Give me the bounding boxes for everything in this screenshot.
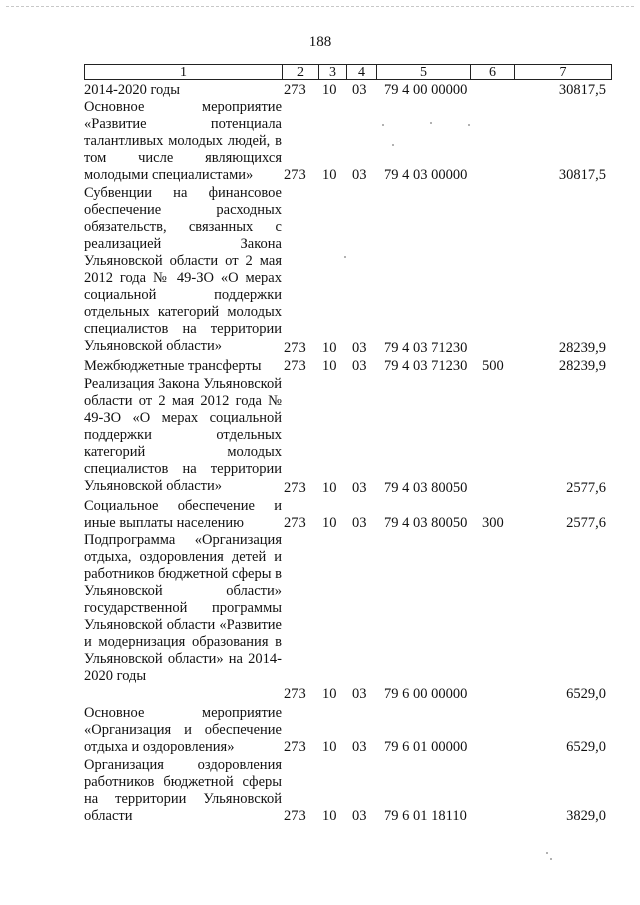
row-col-5: 79 4 03 00000 bbox=[384, 167, 468, 183]
header-col-6: 6 bbox=[470, 64, 514, 80]
row-col-4: 03 bbox=[352, 686, 367, 702]
row-col-5: 79 6 01 00000 bbox=[384, 739, 468, 755]
header-col-5: 5 bbox=[376, 64, 470, 80]
header-col-7: 7 bbox=[514, 64, 612, 80]
row-col-4: 03 bbox=[352, 167, 367, 183]
row-description: Основное мероприятие «Развитие потенциала талантливых молодых людей, в том числе являющихся молодыми специалистами» bbox=[84, 99, 282, 183]
scan-border-line bbox=[6, 6, 634, 7]
row-description: Подпрограмма «Организация отдыха, оздоровления детей и работников бюджетной сферы в Ульяновской области» государственной программы Ульяновской области «Развитие и модернизация образования в Ульяновской области» на 2014-2020 годы bbox=[84, 532, 282, 684]
row-col-6: 300 bbox=[482, 515, 504, 531]
row-description: 2014-2020 годы bbox=[84, 82, 180, 98]
row-col-4: 03 bbox=[352, 82, 367, 98]
header-col-2: 2 bbox=[282, 64, 318, 80]
scan-speck bbox=[382, 124, 384, 126]
row-col-4: 03 bbox=[352, 480, 367, 496]
page-number: 188 bbox=[308, 34, 332, 50]
row-col-5: 79 4 03 80050 bbox=[384, 480, 468, 496]
row-col-5: 79 4 03 71230 bbox=[384, 358, 468, 374]
row-col-3: 10 bbox=[322, 82, 337, 98]
scan-speck bbox=[392, 144, 394, 146]
row-col-7: 6529,0 bbox=[566, 686, 606, 702]
row-col-2: 273 bbox=[284, 808, 306, 824]
scan-speck bbox=[546, 852, 548, 854]
row-col-3: 10 bbox=[322, 686, 337, 702]
row-col-2: 273 bbox=[284, 515, 306, 531]
row-col-5: 79 4 00 00000 bbox=[384, 82, 468, 98]
row-col-5: 79 4 03 71230 bbox=[384, 340, 468, 356]
row-col-3: 10 bbox=[322, 515, 337, 531]
row-col-2: 273 bbox=[284, 82, 306, 98]
row-col-7: 2577,6 bbox=[566, 515, 606, 531]
row-col-3: 10 bbox=[322, 358, 337, 374]
row-description: Реализация Закона Ульяновской области от 2 мая 2012 года № 49-ЗО «О мерах социальной поддержки отдельных категорий молодых специалистов на территории Ульяновской области» bbox=[84, 376, 282, 494]
row-description: Субвенции на финансовое обеспечение расходных обязательств, связанных с реализацией Закона Ульяновской области от 2 мая 2012 года № 49-ЗО «О мерах социальной поддержки отдельных категорий молодых специалистов на территории Ульяновской области» bbox=[84, 185, 282, 354]
row-col-4: 03 bbox=[352, 739, 367, 755]
header-col-1: 1 bbox=[84, 64, 282, 80]
row-description: Социальное обеспечение и иные выплаты населению bbox=[84, 498, 282, 531]
row-description: Основное мероприятие «Организация и обеспечение отдыха и оздоровления» bbox=[84, 705, 282, 755]
row-col-2: 273 bbox=[284, 480, 306, 496]
row-col-7: 30817,5 bbox=[558, 167, 606, 183]
row-col-4: 03 bbox=[352, 808, 367, 824]
row-col-3: 10 bbox=[322, 480, 337, 496]
row-col-4: 03 bbox=[352, 515, 367, 531]
row-col-2: 273 bbox=[284, 167, 306, 183]
row-col-2: 273 bbox=[284, 739, 306, 755]
row-col-2: 273 bbox=[284, 686, 306, 702]
row-col-3: 10 bbox=[322, 167, 337, 183]
row-col-5: 79 4 03 80050 bbox=[384, 515, 468, 531]
row-col-7: 6529,0 bbox=[566, 739, 606, 755]
row-description: Межбюджетные трансферты bbox=[84, 358, 262, 374]
header-col-3: 3 bbox=[318, 64, 346, 80]
row-col-7: 28239,9 bbox=[558, 340, 606, 356]
row-col-7: 30817,5 bbox=[558, 82, 606, 98]
row-col-2: 273 bbox=[284, 358, 306, 374]
row-col-7: 28239,9 bbox=[558, 358, 606, 374]
row-col-4: 03 bbox=[352, 358, 367, 374]
row-col-3: 10 bbox=[322, 808, 337, 824]
row-col-2: 273 bbox=[284, 340, 306, 356]
header-col-4: 4 bbox=[346, 64, 376, 80]
row-col-5: 79 6 01 18110 bbox=[384, 808, 467, 824]
table-header bbox=[84, 64, 612, 80]
row-col-3: 10 bbox=[322, 340, 337, 356]
scan-speck bbox=[430, 122, 432, 124]
row-col-6: 500 bbox=[482, 358, 504, 374]
row-col-7: 3829,0 bbox=[566, 808, 606, 824]
scan-speck bbox=[550, 858, 552, 860]
row-col-3: 10 bbox=[322, 739, 337, 755]
row-col-7: 2577,6 bbox=[566, 480, 606, 496]
scan-speck bbox=[468, 124, 470, 126]
row-description: Организация оздоровления работников бюджетной сферы на территории Ульяновской области bbox=[84, 757, 282, 824]
scan-speck bbox=[344, 256, 346, 258]
row-col-4: 03 bbox=[352, 340, 367, 356]
row-col-5: 79 6 00 00000 bbox=[384, 686, 468, 702]
